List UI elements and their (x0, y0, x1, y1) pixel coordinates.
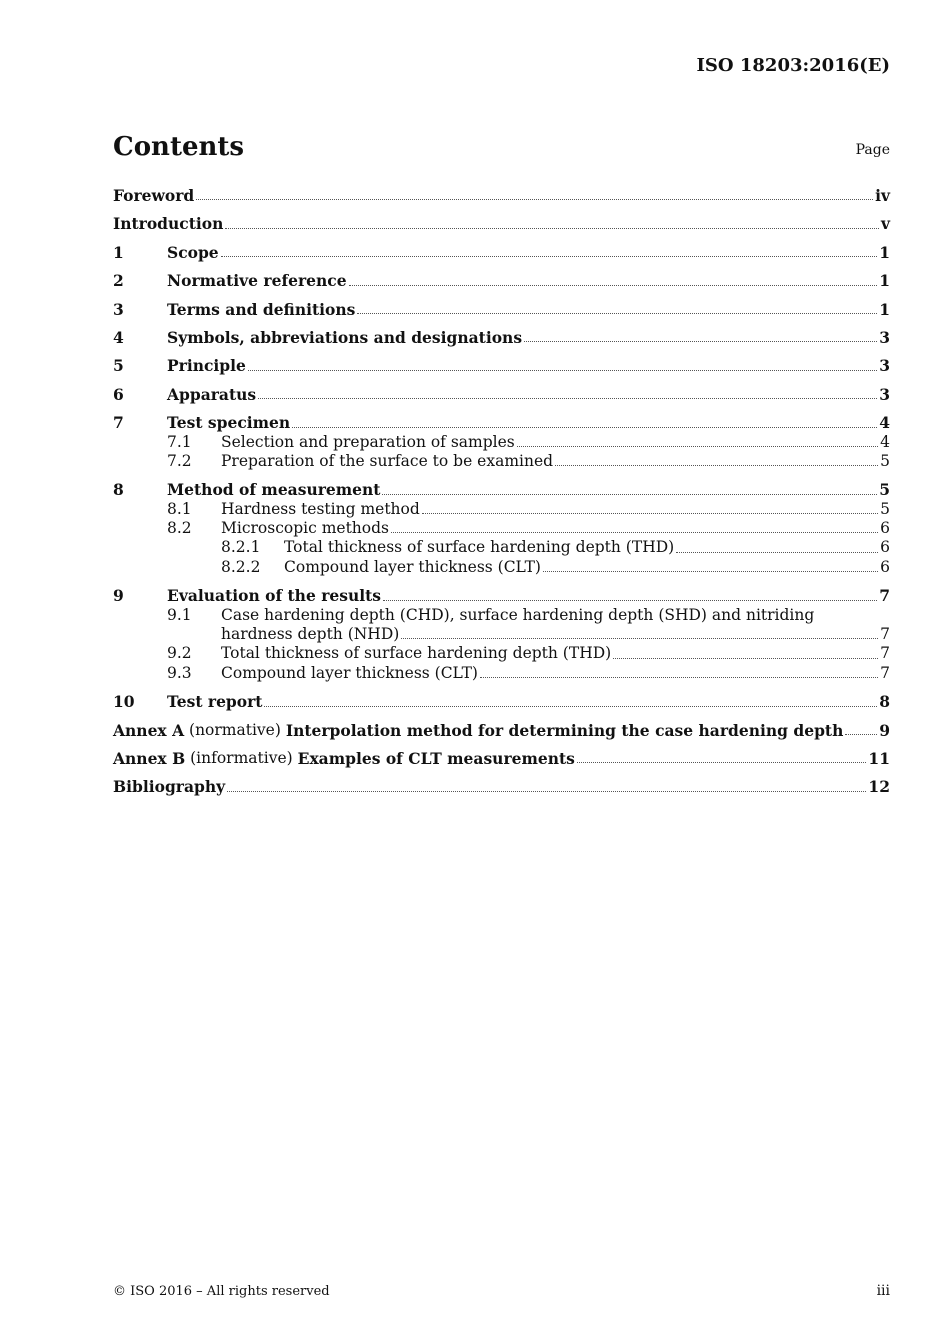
leader-dots (357, 313, 877, 314)
leader-dots (382, 494, 877, 495)
toc-entry-8-2[interactable] (113, 519, 890, 538)
toc-entry-introduction[interactable] (113, 214, 890, 233)
leader-dots (221, 256, 878, 257)
toc-page: 6 (880, 557, 890, 576)
toc-title: Symbols, abbreviations and designations (167, 327, 523, 347)
leader-dots (349, 285, 878, 286)
toc-title: Apparatus (167, 384, 257, 404)
toc-entry-foreword[interactable] (113, 186, 890, 205)
toc-number: 3 (113, 299, 124, 319)
table-of-contents (113, 186, 890, 797)
leader-dots (227, 791, 866, 792)
toc-title: Terms and definitions (167, 299, 356, 319)
toc-title: Scope (167, 242, 219, 262)
toc-title: Selection and preparation of samples (221, 432, 515, 451)
toc-entry-annex-b[interactable] (113, 749, 890, 768)
toc-title: Introduction (113, 214, 224, 234)
toc-entry-8-2-2[interactable] (113, 558, 890, 577)
toc-number: 5 (113, 356, 124, 376)
toc-number: 1 (113, 242, 124, 262)
leader-dots (577, 762, 867, 763)
toc-entry-test-report[interactable] (113, 692, 890, 711)
leader-dots (292, 427, 877, 428)
toc-title: Foreword (113, 185, 195, 205)
leader-dots (676, 552, 878, 553)
toc-entry-8-2-1[interactable] (113, 538, 890, 557)
leader-dots (543, 571, 878, 572)
leader-dots (383, 600, 877, 601)
toc-entry-scope[interactable] (113, 243, 890, 262)
toc-number: 2 (113, 271, 124, 291)
contents-title: Contents (113, 132, 245, 162)
leader-dots (258, 398, 877, 399)
toc-entry-9-3[interactable] (113, 664, 890, 683)
toc-page: iv (875, 185, 890, 205)
toc-title: Interpolation method for determining the case hardening depth (285, 720, 844, 740)
toc-number: 9.2 (167, 644, 192, 663)
leader-dots (264, 706, 877, 707)
toc-number: 9.1 (167, 605, 192, 624)
toc-page: 12 (868, 777, 890, 797)
toc-entry-8-1[interactable] (113, 500, 890, 519)
toc-title: Test report (167, 692, 263, 712)
toc-page: 5 (879, 480, 890, 500)
toc-title: Total thickness of surface hardening depth (THD) (221, 644, 612, 663)
leader-dots (845, 734, 877, 735)
copyright-notice: © ISO 2016 – All rights reserved (113, 1284, 330, 1299)
toc-number: 6 (113, 384, 124, 404)
toc-page: 7 (879, 586, 890, 606)
toc-title-line2: hardness depth (NHD) (221, 625, 400, 644)
leader-dots (613, 658, 878, 659)
toc-title: Test specimen (167, 413, 291, 433)
toc-page: 4 (880, 432, 890, 451)
toc-title: Microscopic methods (221, 519, 389, 538)
toc-entry-apparatus[interactable] (113, 385, 890, 404)
toc-entry-test-specimen[interactable] (113, 413, 890, 432)
annex-label: Annex B (113, 748, 186, 768)
toc-number: 8.2.1 (221, 538, 261, 557)
toc-page: 7 (880, 644, 890, 663)
toc-title: Hardness testing method (221, 499, 420, 518)
toc-entry-evaluation[interactable] (113, 586, 890, 605)
toc-number: 4 (113, 327, 124, 347)
toc-page: 9 (879, 720, 890, 740)
leader-dots (225, 228, 879, 229)
toc-number: 8 (113, 480, 124, 500)
toc-title: Principle (167, 356, 246, 376)
toc-entry-annex-a[interactable] (113, 721, 890, 740)
toc-entry-7-1[interactable] (113, 433, 890, 452)
document-id: ISO 18203:2016(E) (696, 55, 890, 76)
toc-title: Preparation of the surface to be examined (221, 451, 554, 470)
leader-dots (196, 199, 873, 200)
toc-number: 9 (113, 586, 124, 606)
toc-page: 3 (879, 384, 890, 404)
toc-number: 8.2.2 (221, 557, 261, 576)
leader-dots (524, 341, 877, 342)
toc-title: Compound layer thickness (CLT) (221, 663, 478, 682)
leader-dots (480, 677, 878, 678)
page-column-label: Page (855, 142, 890, 158)
annex-type: (normative) (189, 720, 281, 739)
toc-entry-normative-reference[interactable] (113, 271, 890, 290)
toc-page: 7 (880, 625, 890, 644)
toc-page: v (880, 214, 890, 234)
toc-page: 1 (879, 271, 890, 291)
toc-number: 8.2 (167, 519, 192, 538)
toc-entry-symbols[interactable] (113, 328, 890, 347)
toc-number: 8.1 (167, 499, 192, 518)
toc-page: 11 (868, 748, 890, 768)
toc-number: 7.2 (167, 451, 192, 470)
toc-page: 1 (879, 242, 890, 262)
toc-title: Evaluation of the results (167, 586, 382, 606)
toc-page: 7 (880, 663, 890, 682)
leader-dots (391, 532, 878, 533)
toc-page: 5 (880, 451, 890, 470)
leader-dots (517, 446, 878, 447)
leader-dots (401, 638, 878, 639)
toc-entry-method-measurement[interactable] (113, 480, 890, 499)
leader-dots (248, 370, 877, 371)
toc-title: Bibliography (113, 777, 226, 797)
annex-type: (informative) (190, 748, 293, 767)
toc-title: Normative reference (167, 271, 347, 291)
toc-entry-principle[interactable] (113, 356, 890, 375)
toc-page: 1 (879, 299, 890, 319)
leader-dots (555, 465, 878, 466)
toc-number: 7 (113, 413, 124, 433)
toc-number: 10 (113, 692, 135, 712)
toc-page: 3 (879, 327, 890, 347)
toc-title: Total thickness of surface hardening depth (THD) (284, 538, 675, 557)
toc-entry-terms-definitions[interactable] (113, 300, 890, 319)
toc-page: 6 (880, 538, 890, 557)
toc-title-line1: Case hardening depth (CHD), surface hardening depth (SHD) and nitriding (221, 605, 815, 624)
toc-entry-9-1[interactable] (113, 606, 890, 645)
page-number: iii (876, 1283, 890, 1299)
toc-page: 3 (879, 356, 890, 376)
toc-entry-9-2[interactable] (113, 644, 890, 663)
toc-number: 7.1 (167, 432, 192, 451)
toc-page: 6 (880, 519, 890, 538)
toc-title: Compound layer thickness (CLT) (284, 557, 541, 576)
toc-page: 5 (880, 499, 890, 518)
leader-dots (422, 513, 878, 514)
toc-number: 9.3 (167, 663, 192, 682)
toc-title: Method of measurement (167, 480, 381, 500)
toc-entry-bibliography[interactable] (113, 777, 890, 796)
toc-entry-7-2[interactable] (113, 452, 890, 471)
toc-page: 4 (879, 413, 890, 433)
annex-label: Annex A (113, 720, 185, 740)
toc-page: 8 (879, 692, 890, 712)
toc-title: Examples of CLT measurements (297, 748, 575, 768)
